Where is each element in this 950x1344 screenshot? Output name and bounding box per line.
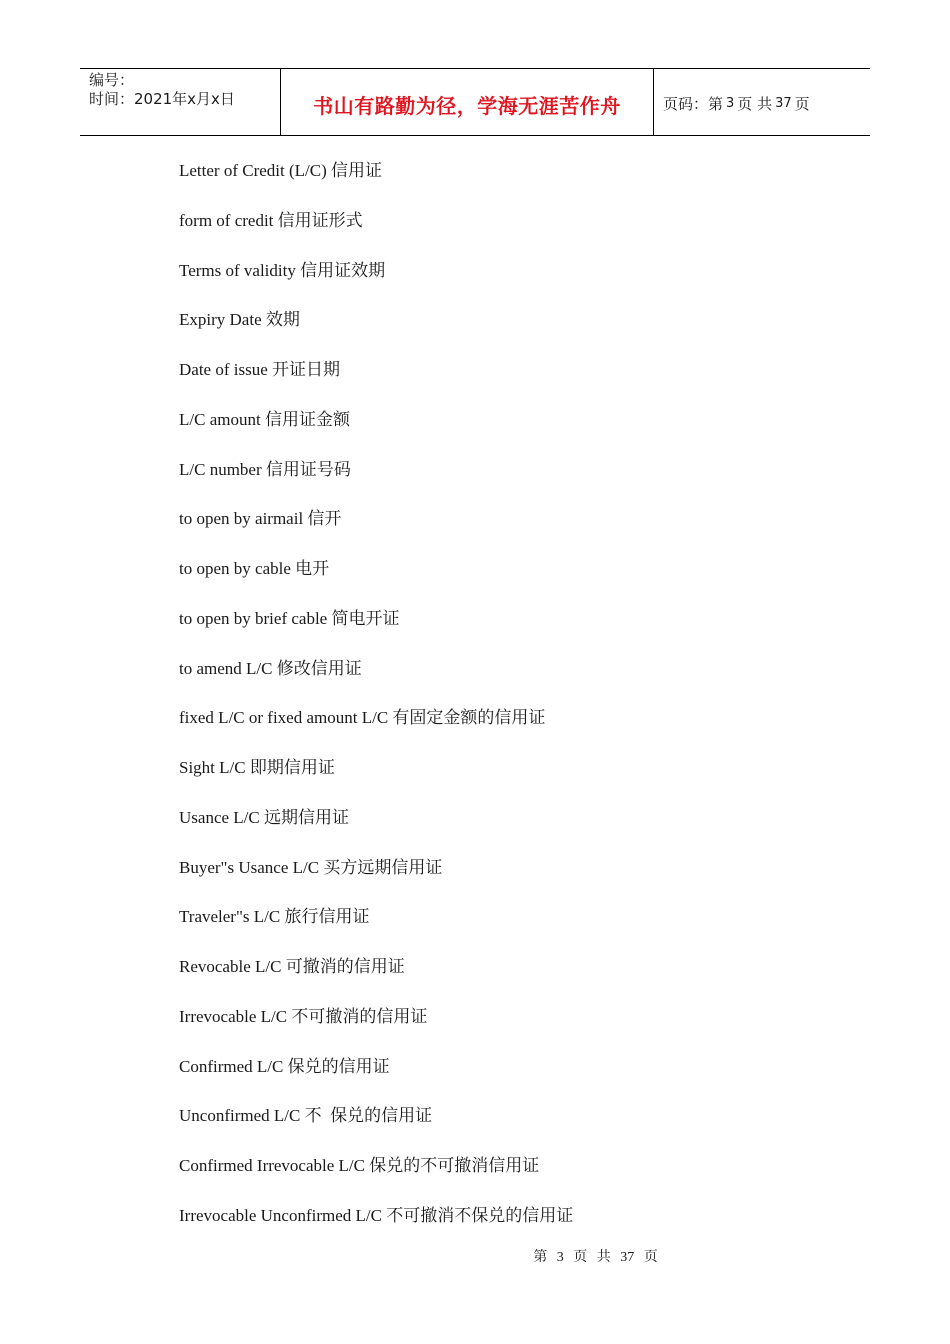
glossary-entry: to open by airmail 信开: [179, 509, 342, 529]
glossary-entry: Buyer"s Usance L/C 买方远期信用证: [179, 857, 443, 877]
glossary-entry: to open by brief cable 简电开证: [179, 608, 400, 628]
page-total: 37: [775, 95, 792, 111]
header-motto-cell: [281, 69, 654, 135]
glossary-entry: Date of issue 开证日期: [179, 360, 341, 379]
glossary-entry: Unconfirmed L/C 不 保兑的信用证: [179, 1106, 433, 1126]
glossary-entry: Sight L/C 即期信用证: [179, 758, 335, 777]
glossary-entry: to open by cable 电开: [179, 559, 330, 578]
page-header: [80, 68, 870, 136]
glossary-entry: Revocable L/C 可撤消的信用证: [179, 957, 405, 976]
motto-text: 书山有路勤为径，学海无涯苦作舟: [313, 93, 621, 118]
page-suffix: 页: [794, 94, 810, 113]
glossary-entry: Irrevocable L/C 不可撤消的信用证: [179, 1006, 428, 1026]
serial-label: 编号：: [89, 71, 135, 89]
glossary-entry: Traveler"s L/C 旅行信用证: [179, 907, 370, 927]
glossary-entry: Irrevocable Unconfirmed L/C 不可撤消不保兑的信用证: [179, 1205, 574, 1225]
page-label: 页码：第: [663, 94, 724, 113]
header-meta: [80, 69, 281, 135]
glossary-entry: Confirmed L/C 保兑的信用证: [179, 1056, 390, 1076]
glossary-entry: to amend L/C 修改信用证: [179, 658, 362, 678]
glossary-list: [179, 158, 573, 1253]
glossary-entry: L/C number 信用证号码: [179, 459, 351, 479]
glossary-entry: Confirmed Irrevocable L/C 保兑的不可撤消信用证: [179, 1156, 540, 1175]
time-label: 时间：2021年x月x日: [89, 90, 235, 108]
glossary-entry: Letter of Credit (L/C) 信用证: [179, 161, 383, 180]
header-page-info: [654, 69, 870, 135]
glossary-entry: Terms of validity 信用证效期: [179, 260, 386, 280]
page-mid: 页 共: [737, 94, 773, 113]
glossary-entry: fixed L/C or fixed amount L/C 有固定金额的信用证: [179, 708, 546, 728]
page-footer: 第 3 页 共 37 页: [533, 1250, 658, 1265]
glossary-entry: Expiry Date 效期: [179, 310, 300, 330]
glossary-entry: L/C amount 信用证金额: [179, 409, 350, 429]
glossary-entry: Usance L/C 远期信用证: [179, 807, 349, 827]
glossary-entry: form of credit 信用证形式: [179, 210, 363, 230]
page-current: 3: [726, 95, 735, 111]
